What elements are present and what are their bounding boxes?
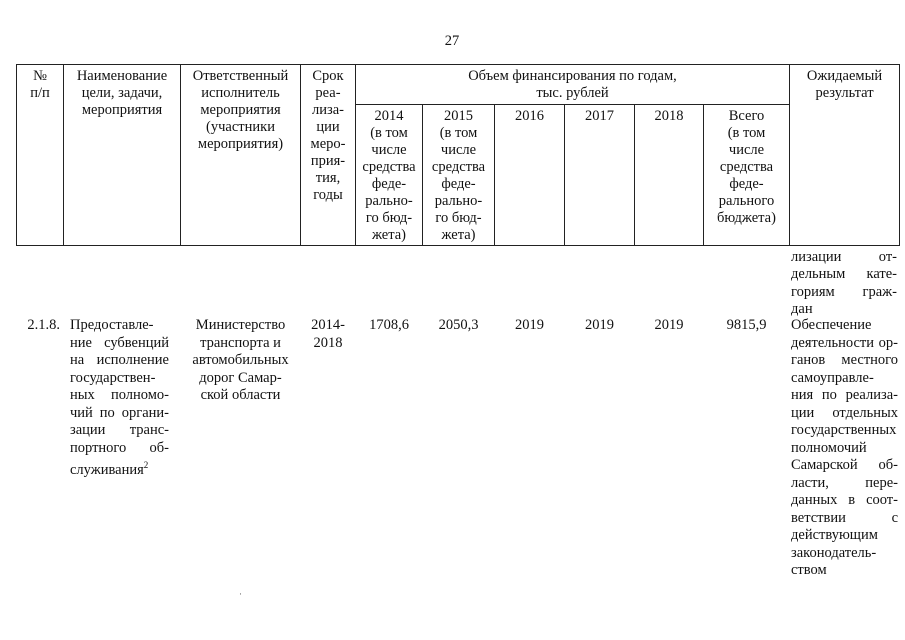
word: об- <box>878 457 898 473</box>
text-line <box>791 440 898 457</box>
word: с <box>891 509 898 526</box>
text-line <box>791 284 897 301</box>
value-2017: 2019 <box>585 317 614 333</box>
text-line: го бюд- <box>365 210 413 226</box>
word: в <box>848 492 856 508</box>
text-line: Ответственный <box>192 68 289 84</box>
word: об- <box>149 439 169 456</box>
text-line <box>70 352 169 369</box>
text-line <box>791 249 897 266</box>
text-line: Ожидаемый <box>806 68 883 84</box>
text-line <box>791 422 898 439</box>
text-line: числе <box>728 142 765 158</box>
text-line: исполнитель <box>201 85 280 101</box>
word: ветствии <box>791 509 846 526</box>
text-line: (в том <box>439 125 478 141</box>
text-line: Всего <box>728 108 765 124</box>
page-number: 27 <box>444 33 460 49</box>
word: ных <box>70 387 95 403</box>
word: Самарской <box>791 457 858 473</box>
text-line: (участники <box>206 119 275 135</box>
value-2014: 1708,6 <box>369 317 409 333</box>
word: полномочий <box>791 439 867 456</box>
text-line: ции <box>316 119 340 135</box>
col-rule <box>564 104 565 246</box>
text-line <box>791 370 898 387</box>
text-line: числе <box>440 142 477 158</box>
word: на <box>70 352 85 368</box>
text-line <box>791 475 898 492</box>
value-2018: 2019 <box>654 317 684 333</box>
word: соот- <box>866 492 898 508</box>
text-line: средства <box>719 159 774 175</box>
text-line: годы <box>313 187 343 203</box>
value-2016: 2019 <box>515 317 544 333</box>
word: Обеспечение <box>791 317 872 333</box>
text-line: го бюд- <box>435 210 482 226</box>
word: дельным <box>791 266 846 283</box>
word: портного <box>70 439 127 456</box>
rule-top <box>16 64 900 65</box>
text-line <box>791 317 898 334</box>
text-line: тия, <box>315 170 341 186</box>
text-line: № <box>33 68 47 84</box>
text-line <box>791 301 897 318</box>
word: по <box>99 404 115 421</box>
text-line: лиза- <box>312 102 344 118</box>
word: государственных <box>791 422 897 438</box>
word: данных <box>791 492 838 508</box>
value-2015: 2050,3 <box>438 317 479 333</box>
text-line: (в том <box>370 125 408 141</box>
word: ор- <box>878 334 898 351</box>
value-total: 9815,9 <box>726 317 767 333</box>
text-line: бюджета) <box>717 210 776 226</box>
text-line: Срок <box>312 68 344 84</box>
text-line: транспорта и <box>200 334 281 351</box>
text-line <box>70 335 169 352</box>
text-line <box>791 545 898 562</box>
text-line: 2014- <box>311 317 345 333</box>
text-line <box>791 510 898 527</box>
word: самоуправле- <box>791 369 874 386</box>
word: субвенций <box>104 334 169 351</box>
text-line <box>70 440 169 457</box>
text-line: числе <box>371 142 407 158</box>
word: законодатель- <box>791 544 877 561</box>
header-year-2016: 2016 <box>515 108 544 124</box>
word: ния <box>791 387 814 403</box>
text-line <box>791 492 898 509</box>
text-line: Министерство <box>195 317 286 333</box>
word: отдельных <box>832 404 898 421</box>
word: дан <box>791 300 813 317</box>
row-number: 2.1.8. <box>27 317 60 333</box>
text-line <box>791 405 898 422</box>
text-line: Объем финансирования по годам, <box>468 68 677 84</box>
text-line <box>791 352 898 369</box>
word: ством <box>791 562 827 578</box>
rule-funding-sub <box>355 104 789 105</box>
text-line: автомобильных <box>192 352 289 368</box>
text-line <box>791 387 898 404</box>
text-line: прия- <box>310 153 346 169</box>
word: транс- <box>129 422 169 438</box>
word: чий <box>70 404 93 421</box>
text-line: результат <box>815 85 874 101</box>
word: государствен- <box>70 369 156 386</box>
text-line: феде- <box>371 176 407 192</box>
word: органи- <box>121 404 169 421</box>
text-line: 2014 <box>374 108 404 124</box>
text-line: 2015 <box>444 108 473 124</box>
word: лизации <box>791 249 842 265</box>
word: ции <box>791 404 815 421</box>
text-line: 2018 <box>313 334 343 351</box>
text-line <box>70 457 169 479</box>
text-line <box>70 317 169 334</box>
text-line: дорог Самар- <box>199 369 282 386</box>
word: деятельности <box>791 334 875 351</box>
text-line: феде- <box>729 176 764 192</box>
word: ласти, <box>791 474 829 491</box>
footnote-mark: 2 <box>143 460 149 470</box>
word: исполнение <box>96 352 169 368</box>
text-line <box>70 370 169 387</box>
header-year-2017: 2017 <box>585 108 614 124</box>
text-line: рального <box>718 193 775 209</box>
text-line <box>791 457 898 474</box>
text-line <box>791 527 898 544</box>
text-line: феде- <box>441 176 476 192</box>
text-line: рально- <box>434 193 483 209</box>
text-line: мероприятия) <box>197 136 284 152</box>
header-year-2018: 2018 <box>654 108 684 124</box>
text-line: меро- <box>310 136 346 152</box>
text-line: средства <box>362 159 416 175</box>
rule-header-bottom <box>16 245 900 246</box>
text-line: (в том <box>727 125 766 141</box>
text-line: п/п <box>30 85 50 101</box>
word: граж- <box>862 283 897 300</box>
text-line: Наименование <box>76 68 168 84</box>
scan-speck: · <box>239 589 242 599</box>
col-rule <box>634 104 635 246</box>
text-line: мероприятия <box>200 102 281 118</box>
text-line: жета) <box>371 227 407 243</box>
word: от- <box>878 249 897 265</box>
word: полномо- <box>110 387 169 403</box>
word: ние <box>70 334 92 351</box>
text-line: цели, задачи, <box>81 85 163 101</box>
text-line: жета) <box>441 227 476 243</box>
word: кате- <box>866 266 897 283</box>
word: Предоставле- <box>70 317 154 333</box>
word: пере- <box>865 474 898 491</box>
text-line <box>70 387 169 404</box>
word: по <box>821 387 837 403</box>
text-line <box>791 266 897 283</box>
text-line <box>70 422 169 439</box>
text-line <box>70 405 169 422</box>
text-line <box>791 562 898 579</box>
col-rule <box>899 64 900 246</box>
text-line <box>791 335 898 352</box>
text-line: реа- <box>315 85 341 101</box>
word: реализа- <box>845 387 898 403</box>
word: действующим <box>791 527 878 543</box>
word: местного <box>841 352 898 368</box>
text-line: тыс. рублей <box>536 85 609 101</box>
word: служивания <box>70 461 144 478</box>
text-line: рально- <box>365 193 413 209</box>
text-line: мероприятия <box>81 102 163 118</box>
word: ганов <box>791 352 826 368</box>
text-line: ской области <box>200 387 281 403</box>
text-line: средства <box>431 159 486 175</box>
word: гориям <box>791 283 835 300</box>
col-rule <box>494 104 495 246</box>
word: зации <box>70 422 106 438</box>
